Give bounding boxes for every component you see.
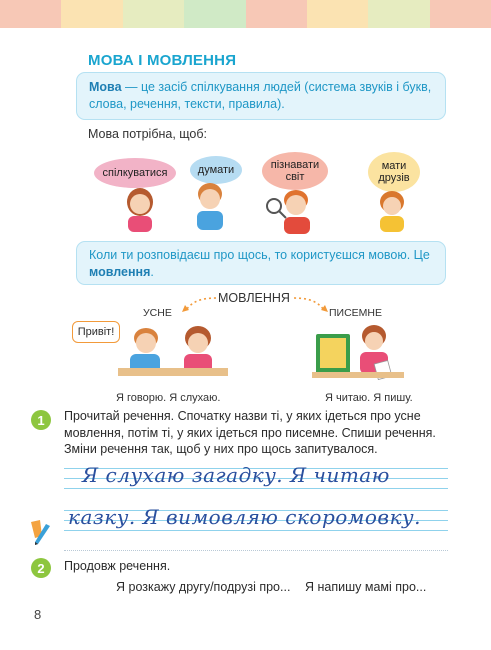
greeting-bubble xyxy=(72,321,120,343)
speech-definition-term: мовлення xyxy=(89,265,151,279)
written-caption: Я читаю. Я пишу. xyxy=(325,392,413,404)
pencil-icon xyxy=(28,518,54,548)
kids-talking-illustration xyxy=(118,322,228,378)
greeting-text: Привіт! xyxy=(77,326,115,338)
speech-definition-text: Коли ти розповідаєш про щось, то користуєшся мовою. Це xyxy=(89,248,430,262)
stripe-segment xyxy=(61,0,122,28)
bubble-explore-label: пізнавати світ xyxy=(270,159,320,183)
definition-box xyxy=(76,72,446,120)
speech-definition-box xyxy=(76,241,446,285)
girl-friends-illustration xyxy=(372,188,412,232)
boy-thinking-illustration xyxy=(190,180,230,230)
bubble-explore xyxy=(262,152,328,190)
page-title: МОВА І МОВЛЕННЯ xyxy=(88,52,237,69)
task-1-badge: 1 xyxy=(31,410,51,430)
task-2-option-2: Я напишу мамі про... xyxy=(305,580,427,594)
task-2-badge: 2 xyxy=(31,558,51,578)
task-2-option-1: Я розкажу другу/подрузі про... xyxy=(116,580,291,594)
stripe-segment xyxy=(368,0,429,28)
girl-illustration xyxy=(120,186,160,232)
scheme-center-label: МОВЛЕННЯ xyxy=(218,291,290,305)
writing-line xyxy=(64,488,448,489)
top-color-stripe xyxy=(0,0,491,28)
definition-text: — це засіб спілкування людей (система звуків і букв, слова, речення, тексти, правила). xyxy=(89,80,432,111)
stripe-segment xyxy=(0,0,61,28)
stripe-segment xyxy=(307,0,368,28)
bubble-communicate-label: спілкуватися xyxy=(102,167,168,179)
handwriting-line-1: Я слухаю загадку. Я читаю xyxy=(82,463,390,487)
boy-magnifier-illustration xyxy=(264,186,318,234)
stripe-segment xyxy=(246,0,307,28)
bubble-friends-label: мати друзів xyxy=(378,160,410,184)
bubble-think-label: думати xyxy=(197,164,235,176)
dotted-divider xyxy=(64,550,448,551)
task-1-text: Прочитай речення. Спочатку назви ті, у яких ідеться про усне мовлення, потім ті, у яких ідеться про писемне. Спиши речення. Зміни речення так, щоб у них про щось запитувалося. xyxy=(64,409,436,456)
stripe-segment xyxy=(430,0,491,28)
writing-lines xyxy=(64,462,448,542)
kids-reading-illustration xyxy=(312,322,404,380)
need-label: Мова потрібна, щоб: xyxy=(88,127,208,141)
definition-term: Мова xyxy=(89,80,122,94)
bubble-friends xyxy=(368,152,420,192)
speech-definition-end: . xyxy=(150,265,154,279)
writing-line xyxy=(64,530,448,531)
scheme-written-label: ПИСЕМНЕ xyxy=(329,307,383,319)
task-2-text: Продовж речення. xyxy=(64,559,171,573)
stripe-segment xyxy=(184,0,245,28)
handwriting-line-2: казку. Я вимовляю скоромовку. xyxy=(68,505,421,529)
oral-caption: Я говорю. Я слухаю. xyxy=(116,392,221,404)
page-number: 8 xyxy=(34,607,42,622)
stripe-segment xyxy=(123,0,184,28)
bubble-communicate xyxy=(94,158,176,188)
scheme-oral-label: УСНЕ xyxy=(143,307,172,319)
